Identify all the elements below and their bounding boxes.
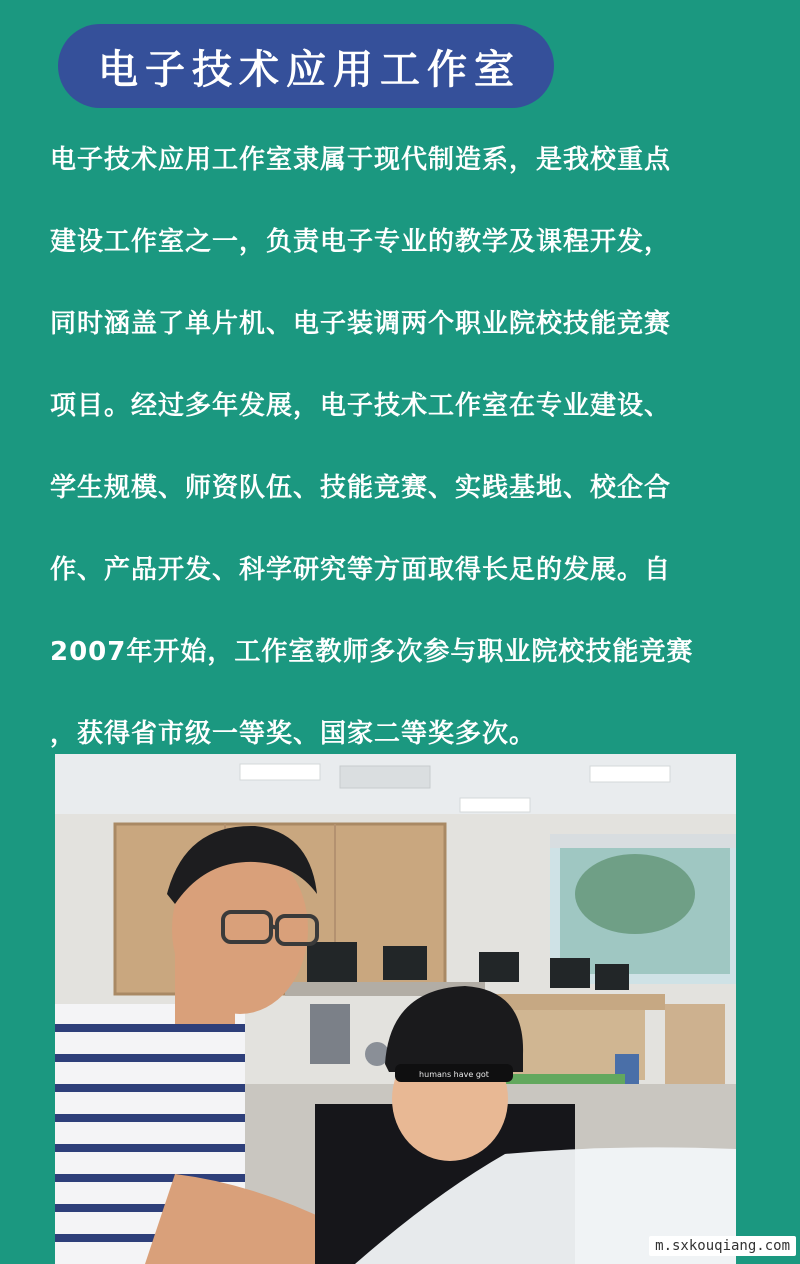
cap-text: humans have got <box>419 1070 489 1079</box>
paragraph-line: 学生规模、师资队伍、技能竞赛、实践基地、校企合 <box>50 473 672 503</box>
paragraph-line: 作、产品开发、科学研究等方面取得长足的发展。自 <box>50 555 672 585</box>
intro-paragraph <box>50 119 770 775</box>
site-watermark: m.sxkouqiang.com <box>649 1236 796 1256</box>
paragraph-line: 项目。经过多年发展，电子技术工作室在专业建设、 <box>50 391 672 421</box>
paragraph-line: 同时涵盖了单片机、电子装调两个职业院校技能竞赛 <box>50 309 672 339</box>
paragraph-line: ，获得省市级一等奖、国家二等奖多次。 <box>50 719 537 749</box>
title-banner <box>58 24 554 108</box>
workshop-photo <box>55 754 736 1264</box>
workshop-photo-illustration <box>55 754 736 1264</box>
paragraph-line: 建设工作室之一，负责电子专业的教学及课程开发， <box>50 227 672 257</box>
page-title: 电子技术应用工作室 <box>98 46 521 93</box>
paragraph-line: 2007年开始，工作室教师多次参与职业院校技能竞赛 <box>50 637 694 667</box>
paragraph-line: 电子技术应用工作室隶属于现代制造系，是我校重点 <box>50 145 672 175</box>
